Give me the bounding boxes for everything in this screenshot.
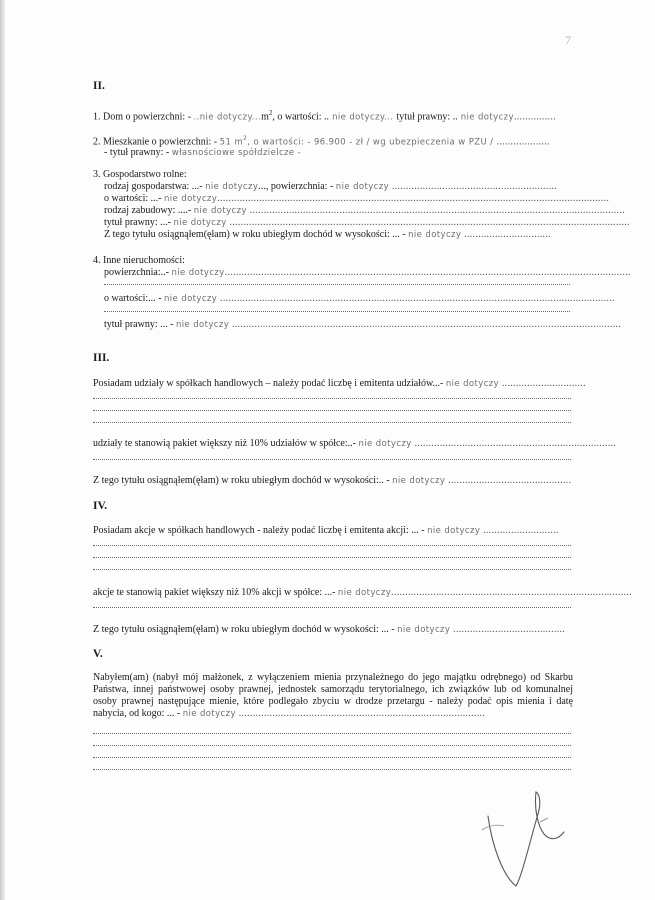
stocks-dots: ........................... bbox=[480, 525, 559, 536]
farm-area-label: ..., powierzchnia: - bbox=[258, 181, 336, 192]
farm-buildings-dots: ...................................................................................................................................... bbox=[246, 205, 625, 216]
other-title-line bbox=[104, 319, 621, 331]
house-area-value: ..nie dotyczy... bbox=[193, 112, 262, 123]
house-area-unit: m bbox=[261, 111, 269, 123]
farm-value-line bbox=[104, 193, 609, 205]
section-5-heading: V. bbox=[93, 648, 103, 660]
other-area-dots: ................................................................................................................................................. bbox=[224, 267, 631, 278]
farm-income-label: Z tego tytułu osiągnąłem(ęłam) w roku ubiegłym dochód w wysokości: ... - bbox=[104, 229, 409, 240]
shares-dots: .............................. bbox=[499, 378, 586, 389]
other-value-line bbox=[104, 293, 615, 305]
farm-area-value: nie dotyczy bbox=[335, 182, 390, 192]
other-area-value: nie dotyczy bbox=[171, 268, 225, 278]
stocks-value: nie dotyczy bbox=[427, 526, 481, 536]
farm-type-dots: ........................................................... bbox=[389, 181, 558, 192]
dotted-line bbox=[93, 398, 571, 399]
apartment-label: 2. Mieszkanie o powierzchni: - bbox=[93, 136, 220, 148]
page-number: 7 bbox=[565, 33, 571, 47]
dotted-line bbox=[93, 422, 571, 423]
farm-heading: 3. Gospodarstwo rolne: bbox=[93, 169, 187, 180]
shares-income-dots: ............................................ bbox=[445, 475, 572, 486]
shares-packet-value: nie dotyczy bbox=[358, 439, 412, 449]
other-property-heading: 4. Inne nieruchomości: bbox=[93, 255, 185, 266]
house-label: 1. Dom o powierzchni: - bbox=[93, 111, 194, 123]
apartment-value: , o wartości: - 96.900 - zł / wg ubezpieczenia w PZU / bbox=[247, 137, 497, 148]
house-line bbox=[93, 107, 556, 123]
house-area-sup: 2 bbox=[268, 109, 273, 117]
stocks-packet-dots: ...................................................................................... bbox=[391, 587, 632, 598]
house-value-label: , o wartości: .. bbox=[272, 111, 329, 123]
stocks-packet-line bbox=[93, 587, 632, 599]
other-value-value: nie dotyczy bbox=[164, 294, 218, 304]
farm-value-value: nie dotyczy bbox=[164, 194, 218, 204]
farm-income-value: nie dotyczy bbox=[408, 230, 462, 240]
house-dots: ............... bbox=[513, 111, 556, 123]
stocks-income-dots: ........................................ bbox=[450, 624, 566, 635]
other-value-label: o wartości:... - bbox=[104, 293, 164, 304]
acquisition-value: nie dotyczy bbox=[182, 709, 236, 719]
section-3-heading: III. bbox=[93, 352, 110, 364]
other-title-label: tytuł prawny: ... - bbox=[104, 319, 176, 330]
house-value-value: nie dotyczy... bbox=[329, 112, 397, 123]
dotted-line bbox=[93, 607, 571, 608]
stocks-income-line bbox=[93, 624, 565, 636]
dotted-line bbox=[104, 284, 570, 285]
shares-income-line bbox=[93, 475, 571, 487]
section-2-heading: II. bbox=[93, 80, 105, 92]
other-area-line bbox=[104, 267, 631, 279]
stocks-packet-value: nie dotyczy bbox=[337, 588, 392, 598]
stocks-packet-label: akcje te stanowią pakiet większy niż 10% akcji w spółce: ...- bbox=[93, 587, 338, 598]
shares-line bbox=[93, 378, 586, 390]
farm-title-label: tytuł prawny: ...- bbox=[104, 217, 174, 228]
stocks-income-label: Z tego tytułu osiągnąłem(ęłam) w roku ubiegłym dochód w wysokości: ... - bbox=[93, 624, 398, 635]
dotted-line bbox=[93, 569, 571, 570]
acquisition-dots: ........................................................................................ bbox=[235, 708, 486, 719]
house-title-label: tytuł prawny: .. bbox=[396, 111, 458, 123]
farm-type-label: rodzaj gospodarstwa: ...- bbox=[104, 181, 206, 192]
scan-edge-shadow bbox=[0, 0, 5, 900]
dotted-line bbox=[93, 557, 571, 558]
other-title-dots: ........................................................................................................................................... bbox=[229, 319, 622, 330]
farm-income-dots: ............................... bbox=[461, 229, 551, 240]
acquisition-paragraph bbox=[93, 672, 573, 720]
shares-packet-dots: ........................................................................ bbox=[411, 438, 617, 449]
shares-packet-line bbox=[93, 438, 616, 450]
apartment-title-line bbox=[104, 147, 301, 159]
farm-value-dots: ............................................................................................................................................ bbox=[217, 193, 610, 204]
dotted-line bbox=[93, 745, 571, 746]
dotted-line bbox=[93, 459, 571, 460]
farm-buildings-label: rodzaj zabudowy: ....- bbox=[104, 205, 194, 216]
dotted-line bbox=[93, 757, 571, 758]
other-title-value: nie dotyczy bbox=[175, 320, 230, 330]
farm-buildings-line bbox=[104, 205, 625, 217]
dotted-line bbox=[93, 545, 571, 546]
apartment-title-value: własnościowe spółdzielcze - bbox=[171, 148, 302, 158]
stocks-line bbox=[93, 525, 559, 537]
shares-packet-label: udziały te stanowią pakiet większy niż 10% udziałów w spółce:..- bbox=[93, 438, 359, 449]
dotted-line bbox=[93, 733, 571, 734]
farm-buildings-value: nie dotyczy bbox=[193, 206, 247, 216]
farm-title-dots: ............................................................................................................................................... bbox=[226, 217, 630, 228]
house-title-value: nie dotyczy bbox=[457, 112, 514, 123]
apartment-title-label: - tytuł prawny: - bbox=[104, 147, 172, 158]
dotted-line bbox=[93, 769, 571, 770]
farm-title-value: nie dotyczy bbox=[173, 218, 227, 228]
shares-income-label: Z tego tytułu osiągnąłem(ęłam) w roku ubiegłym dochód w wysokości:.. - bbox=[93, 475, 393, 486]
farm-title-line bbox=[104, 217, 630, 229]
other-area-label: powierzchnia:..- bbox=[104, 267, 172, 278]
acquisition-text: Nabyłem(am) (nabył mój małżonek, z wyłączeniem mienia przynależnego do jego majątku odrębnego) od Skarbu Państwa, innej państwowej osoby prawnej, jednostek samorządu terytorialnego, ich związków lub od komunalnej osoby prawnej następujące mienie, które podlegało zbyciu w drodze przetargu - należy podać opis mienia i datę nabycia, od kogo: ... - bbox=[93, 672, 573, 719]
apartment-area-sup: 2 bbox=[243, 135, 248, 142]
signature-icon bbox=[478, 786, 568, 894]
farm-value-label: o wartości: ...- bbox=[104, 193, 164, 204]
shares-value: nie dotyczy bbox=[445, 379, 500, 389]
shares-income-value: nie dotyczy bbox=[392, 476, 446, 486]
shares-label: Posiadam udziały w spółkach handlowych – należy podać liczbę i emitenta udziałów...- bbox=[93, 378, 446, 389]
dotted-line bbox=[93, 410, 571, 411]
farm-type-value: nie dotyczy bbox=[205, 182, 259, 192]
apartment-dots: ................... bbox=[496, 136, 550, 148]
farm-type-line bbox=[104, 181, 557, 193]
stocks-income-value: nie dotyczy bbox=[397, 625, 451, 635]
section-4-heading: IV. bbox=[93, 500, 108, 512]
apartment-area-value: 51 m bbox=[219, 137, 244, 148]
stocks-label: Posiadam akcje w spółkach handlowych - należy podać liczbę i emitenta akcji: ... - bbox=[93, 525, 428, 536]
farm-income-line bbox=[104, 229, 551, 241]
dotted-line bbox=[104, 311, 570, 312]
other-value-dots: ............................................................................................................................................. bbox=[217, 293, 615, 304]
